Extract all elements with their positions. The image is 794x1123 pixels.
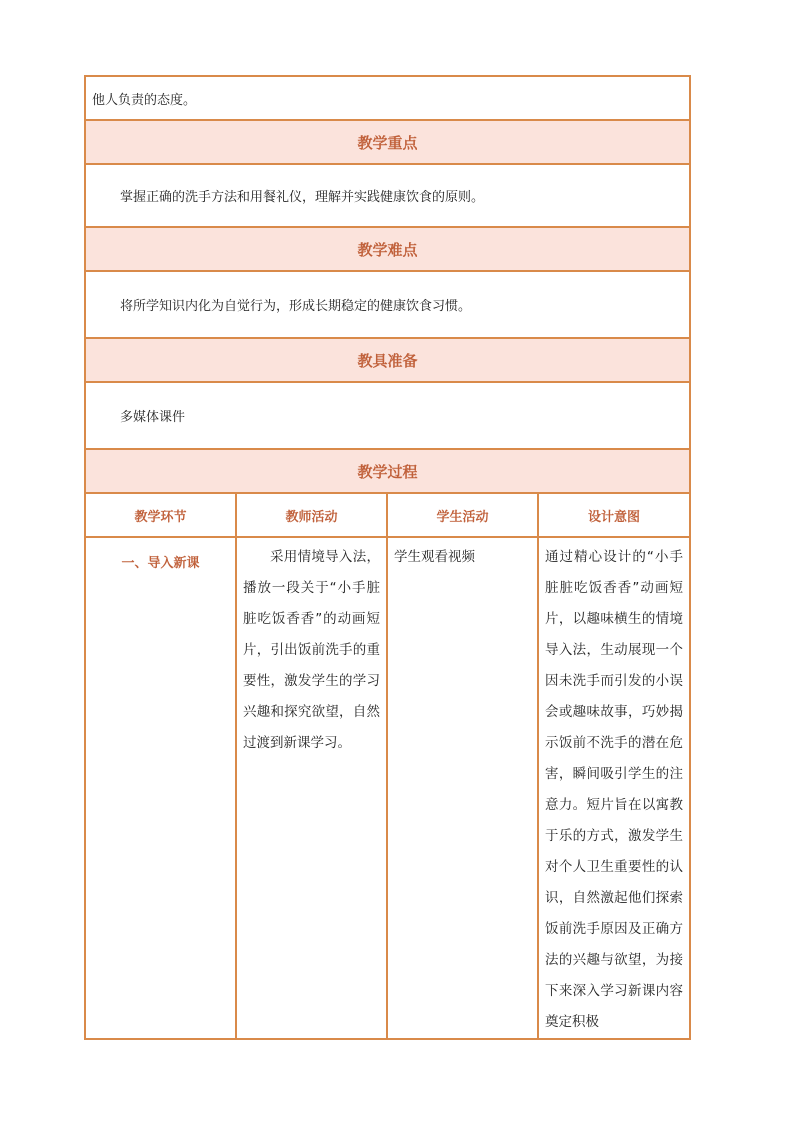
difficulties-content: 将所学知识内化为自觉行为，形成长期稳定的健康饮食习惯。	[85, 271, 690, 338]
design-intent-text: 通过精心设计的“小手脏脏吃饭香香”动画短片，以趣味横生的情境导入法，生动展现一个因未洗手而引发的小误会或趣味故事，巧妙揭示饭前不洗手的潜在危害，瞬间吸引学生的注意力。短片旨在以寓教于乐的方式，激发学生对个人卫生重要性的认识，自然激起他们探索饭前洗手原因及正确方法的兴趣与欲望，为接下来深入学习新课内容奠定积极	[545, 549, 684, 1030]
design-intent-cell	[538, 537, 690, 1039]
header-intent: 设计意图	[538, 493, 690, 537]
lesson-plan-table	[84, 75, 691, 1040]
materials-content: 多媒体课件	[85, 382, 690, 449]
teacher-activity-cell	[236, 537, 387, 1039]
key-points-heading: 教学重点	[85, 120, 690, 164]
difficulties-heading: 教学难点	[85, 227, 690, 271]
intro-line: 他人负责的态度。	[85, 76, 690, 120]
teacher-activity-text: 采用情境导入法，播放一段关于“小手脏脏吃饭香香”的动画短片，引出饭前洗手的重要性，激发学生的学习兴趣和探究欲望，自然过渡到新课学习。	[243, 549, 380, 751]
stage-cell: 一、导入新课	[85, 537, 236, 1039]
header-stage: 教学环节	[85, 493, 236, 537]
materials-heading: 教具准备	[85, 338, 690, 382]
header-student: 学生活动	[387, 493, 538, 537]
student-activity-cell	[387, 537, 538, 1039]
process-heading: 教学过程	[85, 449, 690, 493]
student-activity-text: 学生观看视频	[394, 549, 475, 565]
key-points-content: 掌握正确的洗手方法和用餐礼仪，理解并实践健康饮食的原则。	[85, 164, 690, 227]
header-teacher: 教师活动	[236, 493, 387, 537]
